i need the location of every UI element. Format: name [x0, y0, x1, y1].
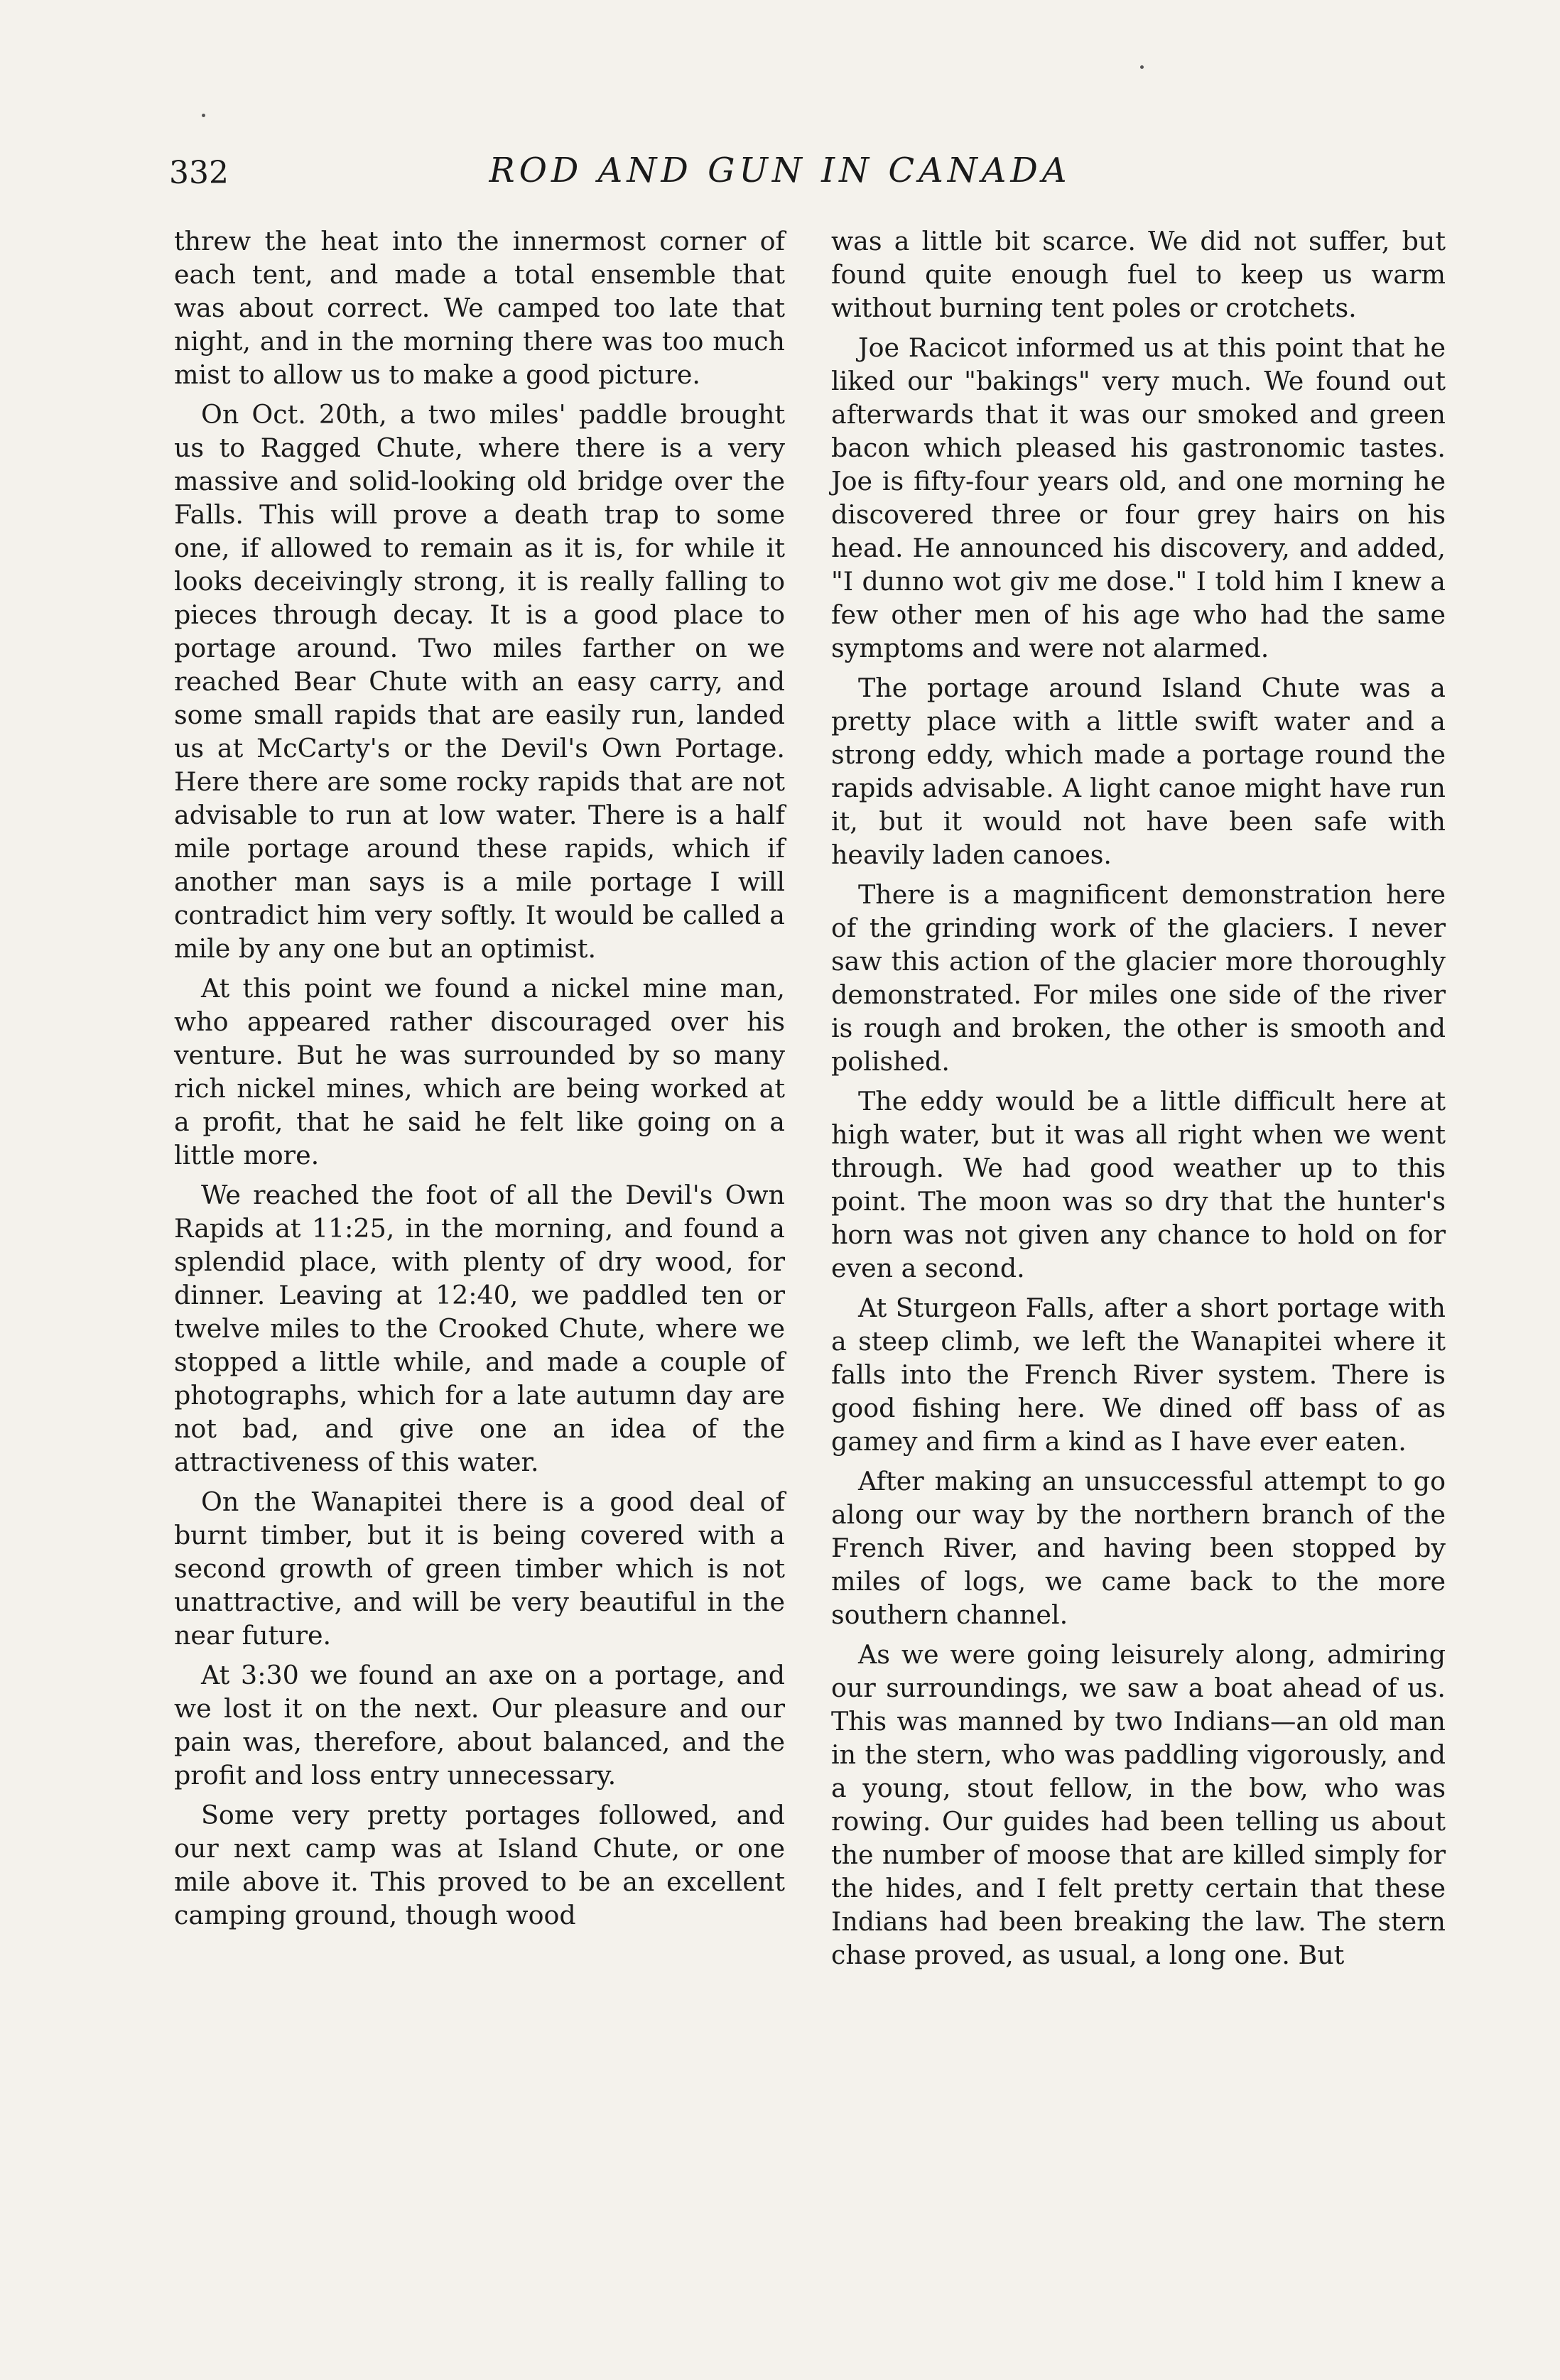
paragraph: At Sturgeon Falls, after a short portage with a steep climb, we left the Wanapitei where it falls into the French River system. There is good fishing here. We dined off bass of as gamey and firm a kind as I have ever eaten.	[831, 1293, 1446, 1457]
paragraph: At 3:30 we found an axe on a portage, and we lost it on the next. Our pleasure and our pain was, therefore, about balanced, and the profit and loss entry unnecessary.	[174, 1660, 785, 1791]
paragraph: On the Wanapitei there is a good deal of burnt timber, but it is being covered with a second growth of green timber which is not unattractive, and will be very beautiful in the near future.	[174, 1487, 785, 1651]
running-head: ROD AND GUN IN CANADA	[489, 151, 1071, 190]
paragraph: There is a magnificent demonstration here of the grinding work of the glaciers. I never saw this action of the glacier more thoroughly demonstrated. For miles one side of the river is rough and broken, the other is smooth and polished.	[831, 879, 1446, 1077]
page-number: 332	[169, 155, 229, 191]
paragraph: The portage around Island Chute was a pretty place with a little swift water and a strong eddy, which made a portage round the rapids advisable. A light canoe might have run it, but it would not have been safe with heavily laden canoes.	[831, 673, 1446, 870]
paragraph: was a little bit scarce. We did not suffer, but found quite enough fuel to keep us warm without burning tent poles or crotchets.	[831, 226, 1446, 323]
paragraph: On Oct. 20th, a two miles' paddle brought us to Ragged Chute, where there is a very massive and solid-looking old bridge over the Falls. This will prove a death trap to some one, if allowed to remain as it is, for while it looks deceivingly strong, it is really falling to pieces through decay. It is a good place to portage around. Two miles farther on we reached Bear Chute with an easy carry, and some small rapids that are easily run, landed us at McCarty's or the Devil's Own Portage. Here there are some rocky rapids that are not advisable to run at low water. There is a half mile portage around these rapids, which if another man says is a mile portage I will contradict him very softly. It would be called a mile by any one but an optimist.	[174, 399, 785, 964]
paragraph: At this point we found a nickel mine man, who appeared rather discouraged over his venture. But he was surrounded by so many rich nickel mines, which are being worked at a profit, that he said he felt like going on a little more.	[174, 973, 785, 1170]
paragraph: We reached the foot of all the Devil's Own Rapids at 11:25, in the morning, and found a splendid place, with plenty of dry wood, for dinner. Leaving at 12:40, we paddled ten or twelve miles to the Crooked Chute, where we stopped a little while, and made a couple of photographs, which for a late autumn day are not bad, and give one an idea of the attractiveness of this water.	[174, 1180, 785, 1477]
print-speck	[1140, 65, 1144, 69]
paragraph: Joe Racicot informed us at this point that he liked our "bakings" very much. We found out afterwards that it was our smoked and green bacon which pleased his gastronomic tastes. Joe is fifty-four years old, and one morning he discovered three or four grey hairs on his head. He announced his discovery, and added, "I dunno wot giv me dose." I told him I knew a few other men of his age who had the same symptoms and were not alarmed.	[831, 332, 1446, 663]
right-column	[831, 224, 1446, 1978]
paragraph: The eddy would be a little difficult here at high water, but it was all right when we went through. We had good weather up to this point. The moon was so dry that the hunter's horn was not given any chance to hold on for even a second.	[831, 1086, 1446, 1283]
paragraph: threw the heat into the innermost corner of each tent, and made a total ensemble that was about correct. We camped too late that night, and in the morning there was too much mist to allow us to make a good picture.	[174, 226, 785, 390]
left-column	[174, 224, 785, 1938]
paragraph: As we were going leisurely along, admiring our surroundings, we saw a boat ahead of us. This was manned by two Indians—an old man in the stern, who was paddling vigorously, and a young, stout fellow, in the bow, who was rowing. Our guides had been telling us about the number of moose that are killed simply for the hides, and I felt pretty certain that these Indians had been breaking the law. The stern chase proved, as usual, a long one. But	[831, 1639, 1446, 1970]
paragraph: Some very pretty portages followed, and our next camp was at Island Chute, or one mile above it. This proved to be an excellent camping ground, though wood	[174, 1800, 785, 1930]
paragraph: After making an unsuccessful attempt to go along our way by the northern branch of the French River, and having been stopped by miles of logs, we came back to the more southern channel.	[831, 1466, 1446, 1630]
print-speck	[202, 114, 205, 117]
